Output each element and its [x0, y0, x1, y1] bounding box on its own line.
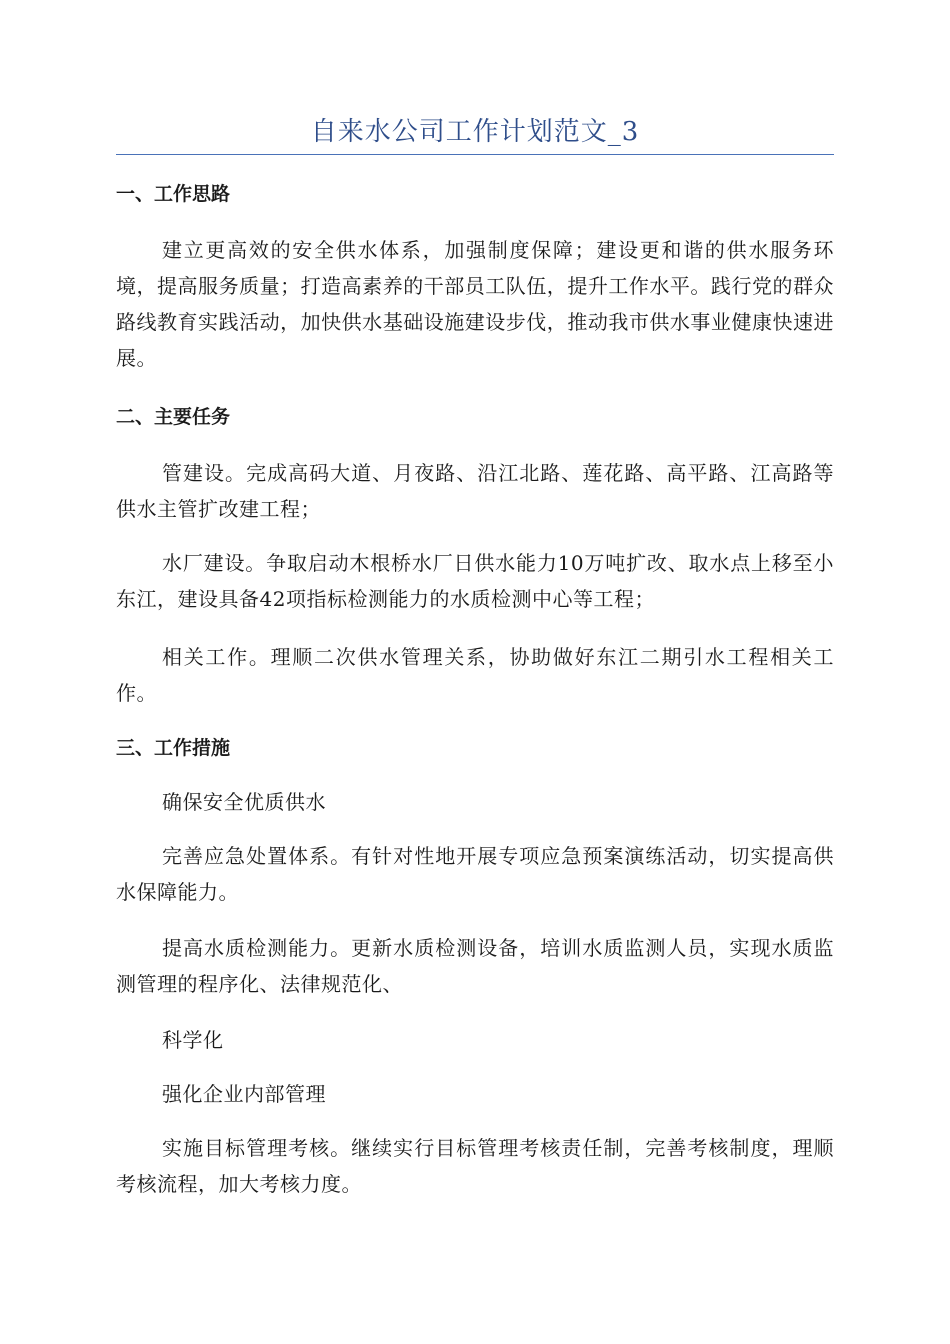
paragraph-emergency-system: 完善应急处置体系。有针对性地开展专项应急预案演练活动，切实提高供水保障能力。	[116, 844, 834, 904]
section-heading-tasks: 二、主要任务	[116, 406, 231, 428]
section-heading-measures: 三、工作措施	[116, 737, 231, 759]
paragraph-related-work: 相关工作。理顺二次供水管理关系，协助做好东江二期引水工程相关工作。	[116, 645, 834, 705]
document-title: 自来水公司工作计划范文_3	[310, 117, 640, 147]
paragraph-water-quality: 提高水质检测能力。更新水质检测设备，培训水质监测人员，实现水质监测管理的程序化、法律规范化、	[116, 936, 834, 996]
title-underline	[116, 154, 834, 155]
section-heading-ideas: 一、工作思路	[116, 183, 231, 205]
paragraph-pipe-construction: 管建设。完成高码大道、月夜路、沿江北路、莲花路、高平路、江高路等供水主管扩改建工程；	[116, 461, 834, 521]
paragraph-plant-construction: 水厂建设。争取启动木根桥水厂日供水能力10万吨扩改、取水点上移至小东江，建设具备42项指标检测能力的水质检测中心等工程；	[116, 551, 834, 611]
paragraph-scientific: 科学化	[162, 1028, 224, 1052]
paragraph-ideas: 建立更高效的安全供水体系，加强制度保障；建设更和谐的供水服务环境，提高服务质量；打造高素养的干部员工队伍，提升工作水平。践行党的群众路线教育实践活动，加快供水基础设施建设步伐，推动我市供水事业健康快速进展。	[116, 238, 834, 370]
paragraph-target-assessment: 实施目标管理考核。继续实行目标管理考核责任制，完善考核制度，理顺考核流程，加大考核力度。	[116, 1136, 834, 1196]
paragraph-internal-management: 强化企业内部管理	[162, 1082, 326, 1106]
paragraph-safe-supply: 确保安全优质供水	[162, 790, 326, 814]
